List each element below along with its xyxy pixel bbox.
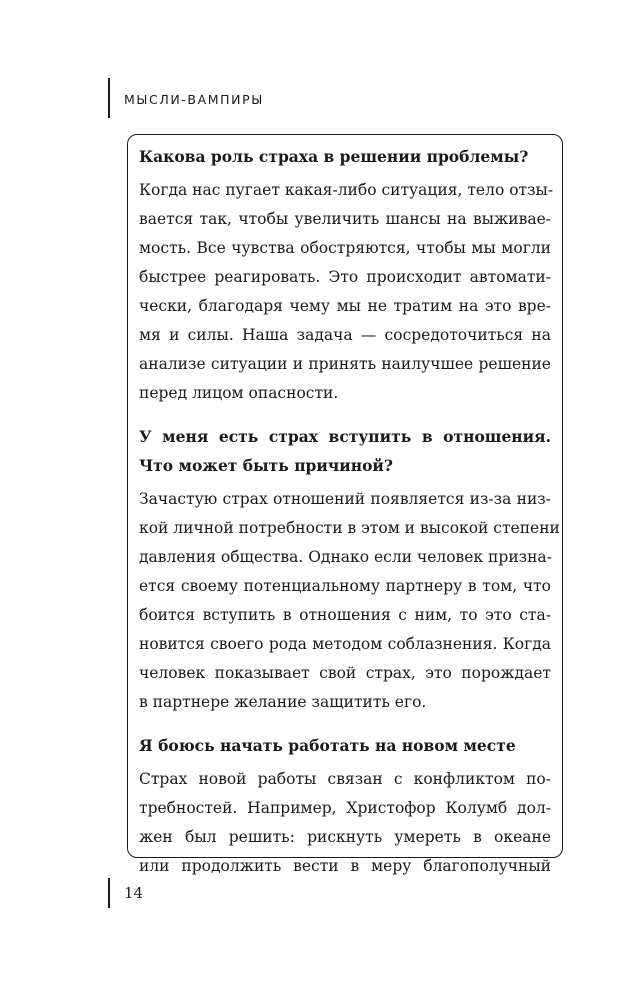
answer-line: боится вступить в отношения с ним, то это ста-	[139, 606, 551, 624]
answer-line: Когда нас пугает какая-либо ситуация, тело отзы-	[139, 181, 554, 199]
answer-line: кой личной потребности в этом и высокой степени	[139, 519, 560, 537]
section-2-answer	[139, 485, 560, 717]
answer-line: мость. Все чувства обостряются, чтобы мы могли	[139, 239, 551, 257]
running-head: МЫСЛИ-ВАМПИРЫ	[124, 92, 264, 107]
section-2-question: У меня есть страх вступить в отношения. Что может быть причиной?	[139, 427, 551, 475]
faq-box	[127, 134, 563, 875]
answer-line: чески, благодаря чему мы не тратим на это вре-	[139, 297, 551, 315]
answer-line: перед лицом опасности.	[139, 384, 339, 402]
answer-line: Зачастую страх отношений появляется из-за низ-	[139, 490, 551, 508]
section-3-answer	[139, 765, 551, 881]
header-rule	[108, 78, 110, 118]
section-1-question: Какова роль страха в решении проблемы?	[139, 147, 529, 166]
answer-line: Страх новой работы связан с конфликтом по-	[139, 770, 551, 788]
answer-line: вается так, чтобы увеличить шансы на выживае-	[139, 210, 551, 228]
answer-line: быстрее реагировать. Это происходит автомати-	[139, 268, 551, 286]
answer-line: анализе ситуации и принять наилучшее решение	[139, 355, 551, 373]
answer-line: давления общества. Однако если человек призна-	[139, 548, 552, 566]
answer-line: человек показывает свой страх, это порождает	[139, 664, 551, 682]
page-number: 14	[124, 884, 144, 902]
section-3-question: Я боюсь начать работать на новом месте	[139, 736, 516, 755]
footer-rule	[108, 878, 110, 908]
answer-line: в партнере желание защитить его.	[139, 693, 427, 711]
answer-line: новится своего рода методом соблазнения. Когда	[139, 635, 551, 653]
answer-line: требностей. Например, Христофор Колумб дол-	[139, 799, 551, 817]
section-1-answer	[139, 176, 554, 408]
answer-line: или продолжить вести в меру благополучный	[139, 857, 551, 875]
answer-line: ется своему потенциальному партнеру в том, что	[139, 577, 551, 595]
answer-line: жен был решить: рискнуть умереть в океане	[139, 828, 551, 846]
answer-line: мя и силы. Наша задача — сосредоточиться на	[139, 326, 551, 344]
